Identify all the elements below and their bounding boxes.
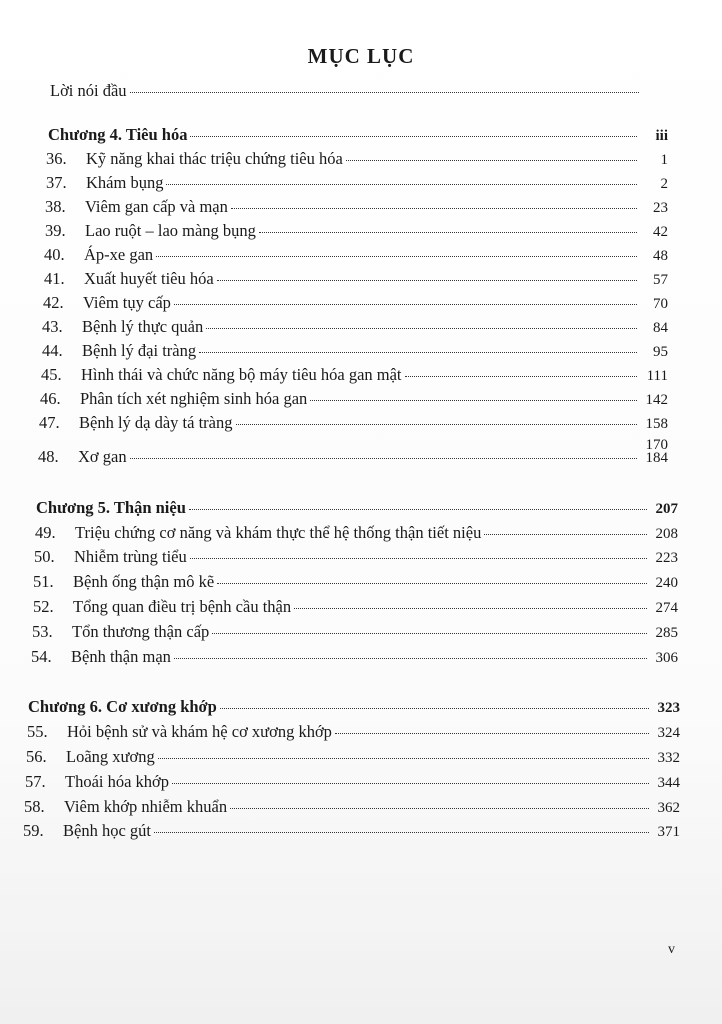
- toc-entry: [25, 771, 680, 793]
- toc-label: Phân tích xét nghiệm sinh hóa gan: [80, 389, 308, 408]
- toc-number: 48.: [38, 447, 59, 466]
- leader-dots: [199, 351, 637, 353]
- toc-label: Tổn thương thận cấp: [72, 622, 210, 641]
- toc-label: Triệu chứng cơ năng và khám thực thể hệ thống thận tiết niệu: [75, 523, 482, 542]
- toc-entry: [44, 268, 668, 290]
- toc-entry: [44, 244, 668, 266]
- toc-label: Kỹ năng khai thác triệu chứng tiêu hóa: [86, 149, 343, 168]
- toc-page: 208: [655, 526, 678, 542]
- leader-dots: [212, 632, 647, 634]
- toc-entry: [42, 340, 668, 362]
- toc-chapter-4: [48, 124, 668, 146]
- toc-label: Chương 5. Thận niệu: [36, 498, 186, 517]
- toc-label: Hình thái và chức năng bộ máy tiêu hóa gan mật: [81, 365, 402, 384]
- toc-page: 84: [653, 320, 668, 336]
- leader-dots: [405, 375, 637, 377]
- toc-chapter-5: [36, 497, 678, 519]
- toc-page: 57: [653, 272, 668, 288]
- leader-dots: [174, 657, 647, 659]
- toc-page: 23: [653, 200, 668, 216]
- toc-label: Bệnh lý thực quản: [82, 317, 204, 336]
- toc-entry: [40, 388, 668, 410]
- toc-label: Áp-xe gan: [84, 245, 154, 264]
- leader-dots: [158, 757, 649, 759]
- leader-dots: [154, 831, 649, 833]
- toc-number: 43.: [42, 317, 63, 336]
- toc-entry: [24, 796, 680, 818]
- leader-dots: [190, 135, 637, 137]
- toc-number: 51.: [33, 572, 54, 591]
- toc-page: 285: [655, 625, 678, 641]
- leader-dots: [130, 457, 637, 459]
- toc-page: 371: [657, 824, 680, 840]
- toc-page: 306: [655, 650, 678, 666]
- leader-dots: [310, 399, 637, 401]
- leader-dots: [259, 231, 637, 233]
- toc-page: 362: [657, 800, 680, 816]
- toc-chapter-6: [28, 696, 680, 718]
- toc-entry: [46, 148, 668, 170]
- page-title: MỤC LỤC: [307, 44, 415, 68]
- toc-entry: [41, 364, 668, 386]
- toc-page: iii: [655, 128, 668, 144]
- toc-label: Bệnh ống thận mô kẽ: [73, 572, 215, 591]
- toc-label: Lao ruột – lao màng bụng: [85, 221, 256, 240]
- toc-page: 332: [657, 750, 680, 766]
- toc-label: Chương 4. Tiêu hóa: [48, 125, 188, 144]
- leader-dots: [231, 207, 637, 209]
- toc-entry: [38, 446, 668, 468]
- toc-page: 240: [655, 575, 678, 591]
- leader-dots: [156, 255, 637, 257]
- toc-page: 158: [645, 416, 668, 432]
- leader-dots: [217, 582, 647, 584]
- leader-dots: [220, 707, 649, 709]
- toc-page: 223: [655, 550, 678, 566]
- toc-page: 170: [645, 437, 668, 453]
- toc-number: 49.: [35, 523, 56, 542]
- toc-page: 274: [655, 600, 678, 616]
- toc-number: 52.: [33, 597, 54, 616]
- toc-page: 184: [645, 450, 668, 466]
- leader-dots: [189, 508, 647, 510]
- toc-entry: [31, 646, 678, 668]
- toc-number: 36.: [46, 149, 67, 168]
- toc-page: 323: [657, 700, 680, 716]
- toc-number: 47.: [39, 413, 60, 432]
- toc-number: 44.: [42, 341, 63, 360]
- toc-label: Lời nói đầu: [50, 81, 127, 100]
- toc-label: Loãng xương: [66, 747, 155, 766]
- toc-entry: [46, 172, 668, 194]
- leader-dots: [484, 533, 647, 535]
- toc-number: 50.: [34, 547, 55, 566]
- toc-label: Thoái hóa khớp: [65, 772, 170, 791]
- leader-dots: [335, 732, 649, 734]
- leader-dots: [206, 327, 637, 329]
- leader-dots: [174, 303, 637, 305]
- toc-page: 111: [646, 368, 668, 384]
- toc-entry: [32, 621, 678, 643]
- toc-entry: [34, 546, 678, 568]
- toc-number: 42.: [43, 293, 64, 312]
- toc-page: 344: [657, 775, 680, 791]
- toc-number: 56.: [26, 747, 47, 766]
- leader-dots: [294, 607, 647, 609]
- toc-number: 57.: [25, 772, 46, 791]
- toc-entry: [26, 746, 680, 768]
- toc-page: 2: [660, 176, 668, 192]
- toc-entry: [35, 522, 678, 544]
- toc-entry: [45, 220, 668, 242]
- toc-entry: [27, 721, 680, 743]
- toc-entry: [39, 412, 668, 434]
- leader-dots: [190, 557, 647, 559]
- leader-dots: [236, 423, 638, 425]
- leader-dots: [166, 183, 637, 185]
- toc-number: 55.: [27, 722, 48, 741]
- toc-label: Viêm tụy cấp: [83, 293, 171, 312]
- toc-entry: [33, 571, 678, 593]
- leader-dots: [217, 279, 637, 281]
- leader-dots: [230, 807, 649, 809]
- toc-page: 207: [655, 501, 678, 517]
- leader-dots: [172, 782, 649, 784]
- toc-entry: [43, 292, 668, 314]
- toc-page: 95: [653, 344, 668, 360]
- toc-label: Bệnh lý dạ dày tá tràng: [79, 413, 233, 432]
- toc-label: Bệnh học gút: [63, 821, 151, 840]
- toc-label: Viêm khớp nhiễm khuẩn: [64, 797, 228, 816]
- toc-label: Bệnh thận mạn: [71, 647, 171, 666]
- toc-entry-preface: [50, 80, 670, 102]
- toc-page: 1: [660, 152, 668, 168]
- toc-number: 38.: [45, 197, 66, 216]
- toc-number: 53.: [32, 622, 53, 641]
- toc-label: Khám bụng: [86, 173, 164, 192]
- toc-page: 142: [645, 392, 668, 408]
- toc-entry: [33, 596, 678, 618]
- toc-number: 40.: [44, 245, 65, 264]
- leader-dots: [346, 159, 637, 161]
- toc-label: Chương 6. Cơ xương khớp: [28, 697, 217, 716]
- toc-label: Xơ gan: [78, 447, 127, 466]
- toc-label: Viêm gan cấp và mạn: [85, 197, 228, 216]
- toc-number: 58.: [24, 797, 45, 816]
- toc-label: Nhiễm trùng tiểu: [74, 547, 187, 566]
- toc-label: Xuất huyết tiêu hóa: [84, 269, 214, 288]
- page-number: v: [668, 942, 675, 957]
- toc-label: Hỏi bệnh sử và khám hệ cơ xương khớp: [67, 722, 332, 741]
- toc-label: Bệnh lý đại tràng: [82, 341, 197, 360]
- toc-page: 42: [653, 224, 668, 240]
- toc-number: 45.: [41, 365, 62, 384]
- toc-number: 41.: [44, 269, 65, 288]
- toc-number: 59.: [23, 821, 44, 840]
- toc-number: 54.: [31, 647, 52, 666]
- toc-page: 70: [653, 296, 668, 312]
- leader-dots: [130, 91, 639, 93]
- toc-number: 46.: [40, 389, 61, 408]
- toc-number: 39.: [45, 221, 66, 240]
- toc-entry: [23, 820, 680, 842]
- toc-label: Tổng quan điều trị bệnh cầu thận: [73, 597, 292, 616]
- toc-entry: [42, 316, 668, 338]
- toc-number: 37.: [46, 173, 67, 192]
- toc-page: 324: [657, 725, 680, 741]
- toc-entry: [45, 196, 668, 218]
- toc-page: 48: [653, 248, 668, 264]
